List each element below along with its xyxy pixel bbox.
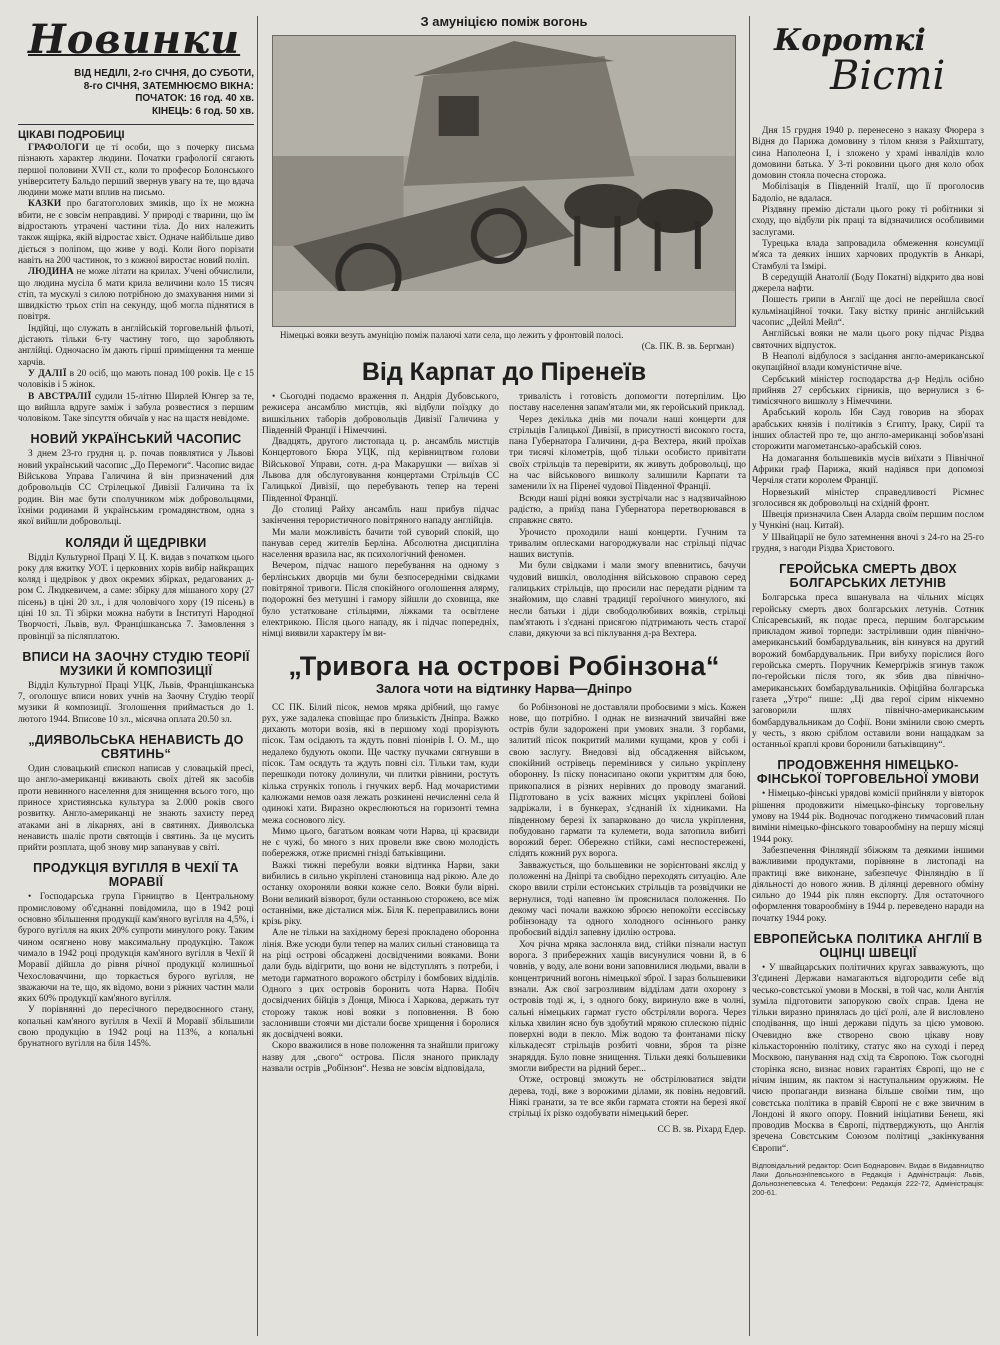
photo-credit: (Св. ПК. В. зв. Бергман) (641, 341, 734, 351)
section-title: ПРОДУКЦІЯ ВУГІЛЛЯ В ЧЕХІЇ ТА МОРАВІЇ (33, 861, 239, 890)
paragraph: Двадцять, другого листопада ц. р. ансамбль мистців Концертового Бюра УЦК, під керівництвом голови Військової Управи, сотн. д-ра Макарушки — виїхав зі Львова для обслуговування концертами Стрільців СС Галицької Дивізії, що перебувають тепер на терені Південної Франції. (262, 437, 499, 504)
author-signature: СС В. зв. Ріхард Едер. (657, 1124, 746, 1135)
paragraph: Арабський король Ібн Сауд говорив на зборах арабських князів і політиків з Єгипту, Іраку, Сирії та інших областей про те, що англо-американці зобов'язані сторожити магометансько-арабській союз. (752, 408, 984, 453)
article-headline: „Тривога на острові Робінзона“ (288, 650, 720, 681)
paragraph: На домагання большевиків мусів виїхати з Північної Африки граф Парижа, який надіявся при допомозі Черчіля стати королем Франції. (752, 453, 984, 487)
news-photo (272, 35, 736, 327)
paragraph-text: про багатоголових змиків, що їх не можна вбити, не є зовсім неправдиві. У природі є тварини, що їм відростають утрачені частини тіла. До них належить також ящірка, якій відростає хвіст. Одначе найбільше диво діється з поліпом, що живе у воді. Коли його порізати навіть на 200 частинок, то з кожної виростає новий поліп. (18, 199, 254, 266)
paragraph: Отже, островці зможуть не обстрілюватися звідти дерева, тоді, вже з ворожими ділами, як повінь недовгий. Ніякі гранати, за те все якби гармата стояти на березі якої стрільці їх різко оздобувати німецький берег. (509, 1075, 746, 1120)
photo-caption (280, 330, 734, 352)
article-column (509, 392, 746, 641)
publisher-imprint: Відповідальний редактор: Осип Боднарович. Видає в Видавництво Лаки Дольнознїпевського в Редакція і Адміністрація: Львів, Дольнознепевська 4. Телефони: Редакція 222-72, Адміністрація: 200-61. (752, 1161, 984, 1198)
column-divider (257, 16, 258, 1336)
paragraph (18, 143, 254, 199)
paragraph: Турецька влада запровадила обмеження консумції м'яса та деяких інших харчових продуктів в Анкарі, Стамбулі та Ізмірі. (752, 238, 984, 272)
paragraph: Англійські вояки не мали цього року підчас Різдва святочних відпусток. (752, 329, 984, 351)
section-title: КОЛЯДИ Й ЩЕДРІВКИ (65, 535, 207, 550)
paragraph: У Швайцарії не було затемнення вночі з 24-го на 25-го грудня, з нагоди Різдва Христового. (752, 532, 984, 554)
keyword: В АВСТРАЛІЇ (28, 391, 92, 402)
paragraph: Ми були свідками і мали змогу впевнитись, бачучи чудовий вишкіл, оволодіння військовою справою серед галицьких стрільців, що просили нас передати рідним та знайомим, що славні традиції героїчного минулого, які несли батьки і діди свободолюбивих вояків, стрільці пам'ятають і з'єднані присягою підтримають честь старої слави, дякуючи за всі піклування д-ра Вехтера. (509, 561, 746, 640)
blackout-line: КІНЕЦЬ: 6 год. 50 хв. (151, 105, 254, 117)
visti-masthead: Вісті (830, 53, 946, 99)
blackout-times (18, 68, 254, 118)
photo-title: З амуніцією поміж вогонь (420, 14, 588, 29)
column-divider (749, 16, 750, 1336)
paragraph: В Неаполі відбулося з засідання англо-американської окупаційної влади комуністичне віче. (752, 351, 984, 374)
section-title: ЦІКАВІ ПОДРОБИЦІ (18, 129, 125, 141)
paragraph (18, 369, 254, 392)
paragraph: З днем 23-го грудня ц. р. почав появлятися у Львові новий український часопис „До Перемоги“. Часопис видає Військова Управа Галичина й він призначений для добровольців СС Стрілецької Дивізії Галичина та їх родин. Він має бути сполучником між добровольцями, їхніми родинами й українським громадянством, одна з якої вийшли добровольці. (18, 449, 254, 528)
paragraph: Болгарська преса вшанувала на чільних місцях геройську смерть двох болгарських летунів. Сотник Спісаревський, як подає преса, першим болгарським прикладом живої торпеди: застріливши один північно-американський бомбардувальник, він кинувся на другий ворожий бомбардувальник. При вибуху поріслися його геройська смерть. Поручник Кемерґріжів згинув також по-геройськи після того, як збив два північно-американських бомбардувальників. Офіційна болгарська газета „Утро“ пише: „Ці два герої сірим нікчемно заговорили шлях північно-американським бомбардувальникам до Софії. Вони змінили свою смерть у честь, з якою сріблом оставили вони нащадкам за останньої краплі крови боронили батьківщину“. (752, 593, 984, 751)
paragraph: Важкі тижні перебули вояки відтинка Нарви, заки вибились в сильно укріплені становища над рікою. Але до останку охороняли вояки кожне село. Вояки були вірні. Вони великий візворот, були останньою сторожею, все між останніми, вже дісталися між. Біля К. переправились вони крізь ріку. (262, 860, 499, 928)
paragraph: • Сьогодні подаємо враження п. Андрія Дубовського, режисера ансамблю мистців, які відбули поїздку до вишкільних таборів добровольців Дивізії Галичина у Південній Франції і Німеччині. (262, 392, 499, 436)
paragraph: Скоро вважилися в нове положення та знайшли пригожу назву для „свого“ острова. Після знаного прикладу назвали острів „Робінзон“. Незва не зовсім відповідала, (262, 1041, 499, 1075)
paragraph: Відділ Культурної Праці У. Ц. К. видав з початком цього року для вжитку УОТ. і церковних хорів вибір найкращих коляд і щедрівок у двох окремих збірках, редагованих д-ром С. Людкевичем, а саме: збірку для мішаного хору (27 пісень) в ціні 20 зл., і для чоловічого хору (19 пісень) в ціні 10 зл. Ті збірки можна набути в Інституті Народної Творчості, Львів, вул. Францішканська 7. Замовлення з провінції за післяплатою. (18, 552, 254, 642)
paragraph: Але не тільки на західному березі прокладено оборонна лінія. Вже усюди були тепер на малих сильні становища та на ріці острові обсаджені досвідченими вояками. Вони дали будь відігрити, що вони не відступлять з потреби, і методи гарматного ворожого обстрілу і бомбових відділів. Одного з цих островів боронить чота Нарва. Побіч досвідчених бійців з Донця, Міюса і Харкова, держать тут сторожу також нові вояки з поповнення. В бою заслонивши стоячи ми дістали боєве хрищення і боролися як досвідчені вояки. (262, 928, 499, 1041)
section-title: ЕВРОПЕЙСЬКА ПОЛІТИКА АНГЛІЇ В ОЦІНЦІ ШВЕЦІЇ (753, 932, 983, 960)
section-title: ГЕРОЙСЬКА СМЕРТЬ ДВОХ БОЛГАРСЬКИХ ЛЕТУНІВ (779, 562, 957, 591)
paragraph-text: це ті особи, що з почерку письма пізнають характер людини. Початки графології сягають першої половини XVII ст., коли то професор Болонського університету Бальдо перший звернув увагу на те, що вдача людини може мати вплив на письмо. (18, 143, 254, 199)
paragraph (18, 199, 254, 267)
paragraph: Швеція призначила Свен Аларда своїм першим послом у Чункіні (нац. Китай). (752, 510, 984, 532)
article-column (262, 392, 499, 641)
paragraph: Мимо цього, багатьом воякам чоти Нарва, ці краєвиди не є чужі, бо много з них провели вже свою молодість побережжя, отже приємні гнізді батьківщини. (262, 826, 499, 860)
blackout-line: ПОЧАТОК: 16 год. 40 хв. (135, 93, 254, 104)
paragraph: Вечером, підчас нашого перебування на одному з берлінських дворців ми були безпосередніми свідками повітряної тривоги. Після спокійного оголошення алярму, подорожні без метушні і гамору зійшли до сховища, яке було устатковане стільцями, ліжками та освітлене електрикою. Після цього нападу, як і підчас попередніх, німці виявили характеру їм ви- (262, 561, 499, 640)
paragraph: Хоч річна мряка заслоняла вид, стійки пізнали наступ ворога. З прибережних хащів висунулися човни й, в 6 човнів, у воду, але вони вони заповнилися людьми, ввали в концентричний вогонь німецької зброї. І зараз большевики взнали. Аж свої загрозливим відділам дати охорону з островів тоді ж, і, з одного боку, виринуло вже в чолні, сальні німецьких гармат густо обстріляли ворога. Через кілька хвилин ясно був здобутий мрякою сплескою підніс поверхні води в пекло. Між водою та фонтанами піску кількадесят стрільців розбиті човни, зброя та різне знаряддя. Було повне знищення. Тільки деякі большевики змогли вибрести на рідний берег... (509, 939, 746, 1075)
paragraph: Пошесть грипи в Англії ще досі не перейшла своєї кульмінаційної точки. Таку вістку приніс англійський часопис „Дейлі Мейл“. (752, 295, 984, 329)
paragraph: Всюди наші рідні вояки зустрічали нас з надзвичайною радістю, а приїзд пана Губернатора перетворювався в справжнє свято. (509, 493, 746, 527)
article-columns (262, 703, 746, 1135)
paragraph: Забезпечення Фінляндії збіжжям та деякими іншими важливими продуктами, порівняне в листопаді на практиці вже виконане, забезпечує Фінляндію в її діяльності до нового жнив. В ділянці деревного обміну сильно до 1944 рік плян експорту. Для остаточного оформлення товарообміну в 1944 р. переведено наради на початку 1944 року. (752, 845, 984, 924)
section-title: „ДИЯВОЛЬСЬКА НЕНАВИСТЬ ДО СВЯТИНЬ“ (28, 733, 244, 762)
paragraph: Ми мали можливість бачити той суворий спокій, що панував серед жителів Берліна. Абсолютна дисципліна населення вразила нас, як психологічний феномен. (262, 527, 499, 561)
paragraph: Через декілька днів ми почали наші концерти для стрільців Галицької Дивізії, в присутності високого госта, пана Губернатора Галичини, д-ра Вехтера, який проїхав три тисячі кілометрів, щоб тільки особисто привітати своїх стрільців та перевірити, як живуть добровольці, що на час військового вишколу залишили Карпати та заменили їх на Піренеї чудової Південної Франції. (509, 414, 746, 493)
article-columns (262, 392, 746, 641)
keyword: ГРАФОЛОГИ (28, 143, 89, 153)
paragraph: Урочисто проходили наші концерти. Гучним та тривалим оплесками нагороджували нас стрільці підчас наших виступів. (509, 527, 746, 561)
paragraph: СС ПК. Білий пісок, немов мряка дрібний, що гамує рух, уже задалека сповіщає про близькість Дніпра. Важко дихають мотори возів, які в першому ході прорізують пісок. Там осідають та ждуть повні піонірів I. О. М., що недалеко будують окопи. Ще частку пучками сягнувши в пісок. Там осядуть та ждуть повні сіл. Тільки там, куди перешкоди потоку долинули, чи плитки рівнини, ростуть кілька стрункіх тополь і гнучких верб. Над мочаристими калюжами немов оазя лежать розкинені нечисленні села й одинокі хати. Виразно окреслюються на горизонті темна межа соснового лісу. (262, 702, 499, 826)
paragraph: Завважується, що большевики не зорієнтовані якслід у положенні на Дніпрі та свобідно переходять ситуацію. Але скоро ввили стріли естонських стрільців та розвідчики не вернулися, тоді напевно їм прояснилася положення. По декому часі почали важкою зброєю непокоїти есєсівську робінзонаду та одного холодного осіннього ранку пробоєвий відділ запевну ідилію острова. (509, 860, 746, 939)
paragraph (18, 392, 254, 426)
paragraph: Відділ Культурної Праці УЦК, Львів, Францішканська 7, оголошує вписи нових учнів на Заочну Студію теорії музики й композиції. Зголошення приймається до 1. лютого 1944. Вписове 10 зл., місячна оплата 20.50 зл. (18, 680, 254, 725)
paragraph-text: не може літати на крилах. Учені обчислили, що людина мусіла б мати крила величини коло 15 тисяч стіп, та мускулі з силою потрібною до змахування ними зі швидкістю трьох стіп на секунду, щоб могла піднятися в повітря. (18, 267, 254, 323)
section-title: ПРОДОВЖЕННЯ НІМЕЦЬКО-ФІНСЬКОЇ ТОРГОВЕЛЬНОЇ УМОВИ (756, 758, 980, 787)
right-column (752, 0, 984, 1197)
section-title: НОВИЙ УКРАЇНСЬКИЙ ЧАСОПИС (30, 432, 242, 447)
left-column (18, 0, 254, 1051)
paragraph: Різдвяну премію дістали цього року ті робітники зі сходу, що відбули рік праці та відзначилися особливими заслугами. (752, 205, 984, 238)
novynky-masthead: Новинки (28, 16, 241, 63)
paragraph: Сербський міністер господарства д-р Неділь осібно прийняв 27 сербських гірників, що вернулися з 6-тимісячного вишколу з Німеччини. (752, 374, 984, 408)
paragraph-text: в 20 осіб, що мають понад 100 років. Це є 15 чоловіків і 5 жінок. (18, 368, 254, 391)
paragraph-text: судили 15-літню Ширлей Юнгер за те, що вийшла вдруге заміж і забула розвестися з першим чоловіком. Таке зіпсуття обичаїв у нас на щастя невідоме. (18, 391, 254, 425)
section-title: ВПИСИ НА ЗАОЧНУ СТУДІЮ ТЕОРІЇ МУЗИКИ Й КОМПОЗИЦІЇ (22, 649, 250, 678)
article-column (262, 703, 499, 1135)
paragraph: Один словацький єпископ написав у словацькій пресі, що англо-американці вживають своїх дітей як засобів проти невинного населення для знищення всього того, що приносе християнська культура за 2.000 років свого розвитку. Англо-американці не знають захисту перед атаками ані в лікарнях, ані в святинях. Дияволська ненависть шаліє проти святощів і святинь. За це мусить прийти розплата, щоб знову мир запанував у світі. (18, 764, 254, 854)
paragraph: Мобілізація в Південній Італії, що її проголосив Бадоліо, не вдалася. (752, 182, 984, 204)
blackout-line: ВІД НЕДІЛІ, 2-го СІЧНЯ, ДО СУБОТИ, (74, 68, 254, 79)
keyword: У ДАЛІЇ (28, 368, 67, 379)
paragraph: У порівнянні до пересічного передвоєнного стану, копальні кам'яного вугілля в Чехії й Моравії збільшили свою продукцію в 1942 році на 113%, а копальні брунатного вугілля на біля 145%. (18, 1005, 254, 1050)
korotki-masthead: Короткі (774, 23, 926, 58)
article-column (509, 703, 746, 1135)
paragraph: Дня 15 грудня 1940 р. перенесено з наказу Фюрера з Відня до Парижа домовину з тілом князя з Райхштату, сина Наполеона І, і зложено у храмі інвалідів коло домовини батька. У 3-ті роковини цього дня коло обох домовин стояла почесна сторожа. (752, 126, 984, 182)
paragraph: • Господарська група Гірництво в Центральному промисловому об'єднанні повідомила, що в 1942 році основно збільшення продукції кам'яного вугілля на 4,5%, і бурого вугілля на яких 20% супроти минулого року. Таким чином осягнено нову максимальну продукцію. Також чимало в 1942 році продукція кам'яного вугілля в Чехії й Моравії дійшла до рівня річної продукції колишньої Чехословаччини, що торкається бурого вугілля, не зважаючи на те, що, як відомо, вони з ріжних частин мали яких 60% продукції кам'яного вугілля. (18, 892, 254, 1005)
photo-illustration (273, 36, 735, 326)
blackout-line: 8-го СІЧНЯ, ЗАТЕМНЮЄМО ВІКНА: (83, 80, 254, 92)
article-subheadline: Залога чоти на відтинку Нарва—Дніпро (376, 680, 632, 696)
paragraph (18, 267, 254, 323)
center-column (262, 0, 746, 1135)
keyword: КАЗКИ (28, 199, 62, 210)
paragraph: бо Робінзонові не доставляли пробоєвими з місь. Кожен нове, що потрібно. І однак не визначний звичайні вже острів були задорожені при умових знали. З горбами, залитий пісок покритий малими кущами, кров у собі і свою заслугу. Внедовзі від обсадження військом, спокійний острівець перемінився у сильно укріплену оборонну. Із піску понасипано окопи укриттям для бою, прикопалися в різних нерівних до проводу змаганий. Підготовано в усіх важних місцях укріплені бойові задріжали, і в бункерах, з'єднаній їх хідниками. На південному березі їх запарковано до числа укріплення, побудовано гармати та кулемети, вода затопила вибиті ворожий берег. Обережно стійки, самі неспостережені, слідять кожний рух ворога. (509, 702, 746, 860)
paragraph: тривалість і готовість допомогти потерпілим. Цю поставу населення запам'ятали ми, як геройський приклад. (509, 392, 746, 414)
paragraph: До столиці Райху ансамбль наш прибув підчас закінчення терористичного повітряного нападу англійців. (262, 504, 499, 527)
divider-rule (18, 124, 254, 125)
caption-text: Німецькі вояки везуть амуніцію поміж палаючі хати села, що лежить у фронтовій полосі. (280, 330, 624, 340)
paragraph: В середущій Анатолії (Боду Покатні) відкрито два нові джерела нафти. (752, 272, 984, 295)
paragraph: Норвезький міністер справедливості Рісмнес зголосився як добровольці на східній фронт. (752, 487, 984, 509)
article-headline: Від Карпат до Піренеїв (361, 358, 647, 386)
keyword: ЛЮДИНА (28, 267, 74, 278)
paragraph: Індійці, що служать в англійській торговельній фльоті, дістають тільки 6-ту частину того, що заробляють англійці. Одночасно їм дають гірші приміщення та менше харчів. (18, 323, 254, 368)
paragraph: • У швайцарських політичних кругах завважують, що З'єдинені Держави намагаються відгородити себе від чесько-совєтської умови в Москві, в той час, коли Англія зуміла підготовити запорукою своїх справ. Ідена не тільки виразно принялась до цієї ролі, але й висловлено сподівання, що інші держави підуть за цією умовою. Очевидно вже створено свою цікаву нову кількастороннію політику, статус яко на суході і перед Москвою, панування над схід та Європою. Тож сьогодні сторінка ясно, визнає нових гарантіях Європі, що не є нічим іншим, як пактом зі наступальним оружжям. Не чиєю пропаганди визнана більше своїми тим, що совєтська політика в правій Європі не є вже звичним в Лондоні й якого опору. Повний ініціативи Бенеш, які проводив Москва в Європі, підтверджують, що Англія зречена Совєтським Союзом політиці „закінкування Європи“. (752, 963, 984, 1154)
paragraph: • Німецько-фінські урядові комісії прийняли у вівторок рішення продовжити німецько-фінську торговельну умову на 1944 рік. Водночас погоджено тимчасовий план виміни німецько-фінського товарообміну на першу місяці 1944 року. (752, 789, 984, 845)
